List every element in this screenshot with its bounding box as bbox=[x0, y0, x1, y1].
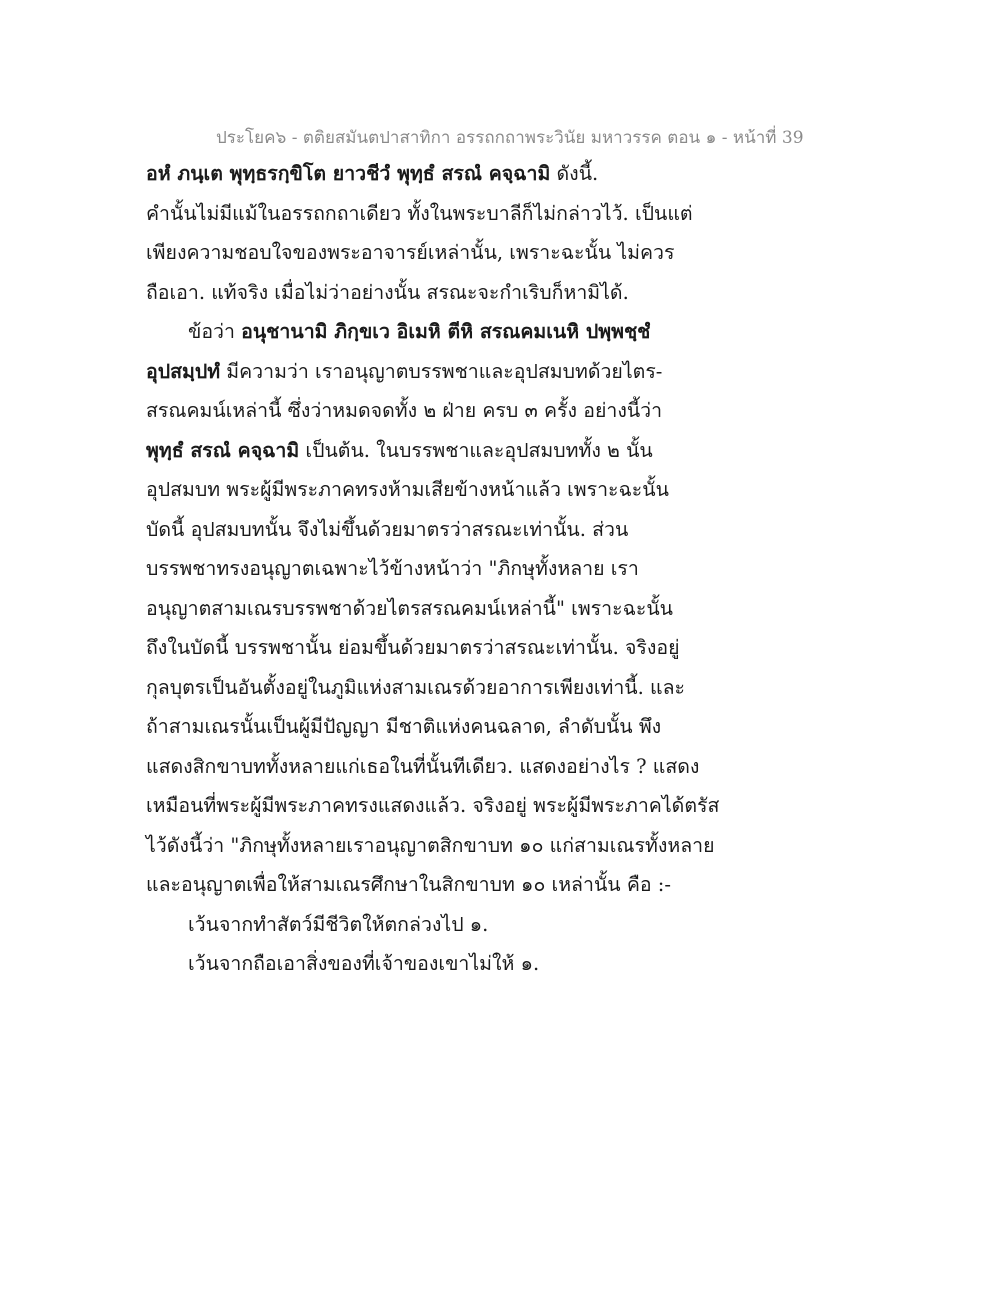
text-line-2: คำนั้นไม่มีแม้ในอรรถกถาเดียว ทั้งในพระบาลีก็ไม่กล่าวไว้. เป็นแต่ bbox=[146, 201, 693, 225]
text-line-4: ถือเอา. แท้จริง เมื่อไม่ว่าอย่างนั้น สรณะจะกำเริบก็หามิได้. bbox=[146, 280, 629, 304]
text-line-12: อนุญาตสามเณรบรรพชาด้วยไตรสรณคมน์เหล่านี้" เพราะฉะนั้น bbox=[146, 596, 673, 620]
running-header: ประโยค๖ - ตติยสมันตปาสาทิกา อรรถกถาพระวินัย มหาวรรค ตอน ๑ - หน้าที่ 39 bbox=[216, 128, 804, 148]
pali-phrase: พุทฺธํ สรณํ คจฺฉามิ bbox=[146, 438, 300, 462]
text-line-11: บรรพชาทรงอนุญาตเฉพาะไว้ข้างหน้าว่า "ภิกษุทั้งหลาย เรา bbox=[146, 557, 639, 580]
text-line-14: กุลบุตรเป็นอันตั้งอยู่ในภูมิแห่งสามเณรด้วยอาการเพียงเท่านี้. และ bbox=[146, 675, 686, 699]
text-line-16: แสดงสิกขาบททั้งหลายแก่เธอในที่นั้นทีเดียว. แสดงอย่างไร ? แสดง bbox=[146, 754, 700, 778]
text-line-9: อุปสมบท พระผู้มีพระภาคทรงห้ามเสียข้างหน้าแล้ว เพราะฉะนั้น bbox=[146, 478, 669, 501]
text-line-7: สรณคมน์เหล่านี้ ซึ่งว่าหมดจดทั้ง ๒ ฝ่าย ครบ ๓ ครั้ง อย่างนี้ว่า bbox=[146, 399, 663, 422]
text-line-15: ถ้าสามเณรนั้นเป็นผู้มีปัญญา มีชาติแห่งคนฉลาด, ลำดับนั้น พึง bbox=[146, 715, 662, 738]
text-line-19: และอนุญาตเพื่อให้สามเณรศึกษาในสิกขาบท ๑๐ เหล่านั้น คือ :- bbox=[146, 873, 671, 896]
text-line-17: เหมือนที่พระผู้มีพระภาคทรงแสดงแล้ว. จริงอยู่ พระผู้มีพระภาคได้ตรัส bbox=[146, 794, 720, 817]
pali-phrase: อุปสมฺปทํ bbox=[146, 359, 221, 383]
body-text bbox=[146, 158, 746, 988]
text-line-3: เพียงความชอบใจของพระอาจารย์เหล่านั้น, เพราะฉะนั้น ไม่ควร bbox=[146, 241, 675, 264]
text-line-5 bbox=[146, 316, 746, 356]
text-line-18: ไว้ดังนี้ว่า "ภิกษุทั้งหลายเราอนุญาตสิกขาบท ๑๐ แก่สามเณรทั้งหลาย bbox=[146, 833, 715, 857]
text-line-20: เว้นจากทำสัตว์มีชีวิตให้ตกล่วงไป ๑. bbox=[188, 912, 489, 936]
text-line-13: ถึงในบัดนี้ บรรพชานั้น ย่อมขึ้นด้วยมาตรว่าสรณะเท่านั้น. จริงอยู่ bbox=[146, 636, 680, 659]
pali-phrase: อนุชานามิ ภิกฺขเว อิเมหิ ตีหิ สรณคมเนหิ ปพฺพชฺชํ bbox=[241, 320, 651, 343]
pali-phrase: อหํ ภนฺเต พุทฺธรกฺขิโต ยาวชีวํ พุทฺธํ สรณํ คจฺฉามิ bbox=[146, 162, 551, 185]
line-text: เป็นต้น. ในบรรพชาและอุปสมบททั้ง ๒ นั้น bbox=[299, 438, 653, 462]
text-line-1 bbox=[146, 158, 746, 198]
line-text: มีความว่า เราอนุญาตบรรพชาและอุปสมบทด้วยไตร- bbox=[220, 359, 663, 383]
text-line-21: เว้นจากถือเอาสิ่งของที่เจ้าของเขาไม่ให้ ๑. bbox=[188, 952, 540, 975]
text-line-6 bbox=[146, 356, 746, 396]
line-text: ดังนี้. bbox=[550, 162, 599, 185]
text-line-8 bbox=[146, 435, 746, 475]
line-text: ข้อว่า bbox=[188, 320, 242, 343]
text-line-10: บัดนี้ อุปสมบทนั้น จึงไม่ขึ้นด้วยมาตรว่าสรณะเท่านั้น. ส่วน bbox=[146, 517, 629, 541]
